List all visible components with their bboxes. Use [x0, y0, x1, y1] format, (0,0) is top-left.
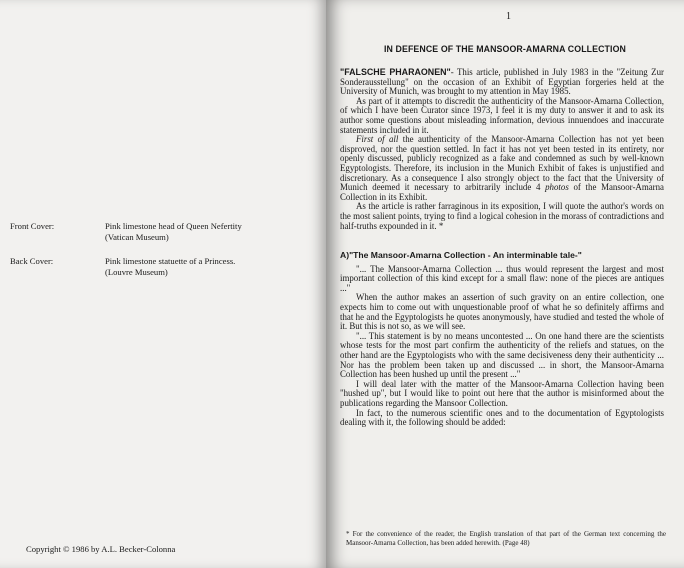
paragraph-2: As part of it attempts to discredit the authenticity of the Mansoor-Amarna Collection, of which I have been Curator since 1973, I feel it is my duty to answer it and to ask its author some questions about misleading information, devious innuendoes and inaccurate statements included in it.	[340, 95, 664, 135]
paragraph-1: "FALSCHE PHARAONEN"- This article, published in July 1983 in the "Zeitung Zur Sonderausstellung" on the occasion of an Exhibit of Egyptian forgeries held at the University of Munich, was brought to my attention in May 1985.	[340, 67, 664, 97]
page-title: IN DEFENCE OF THE MANSOOR-AMARNA COLLECTION	[384, 44, 626, 54]
footnote: * For the convenience of the reader, the English translation of that part of the German text concerning the Mansoor-Amarna Collection, has been added herewith. (Page 48)	[346, 530, 666, 547]
paragraph-4: As the article is rather farraginous in its exposition, I will quote the author's words on the most salient points, trying to find a logical cohesion in the morass of contradictions and half-truths expounded in it. *	[340, 201, 664, 231]
front-cover-label: Front Cover:	[10, 221, 55, 231]
paragraph-5: When the author makes an assertion of such gravity on an entire collection, one expects him to come out with unquestionable proof of what he so definitely affirms and that he and the Egyptologists he quotes anonymously, have studied and tested the whole of it. But this is not so, as we will see.	[340, 292, 664, 332]
left-page	[0, 0, 326, 568]
page-number: 1	[506, 11, 511, 22]
quote-2: "... This statement is by no means uncontested ... On one hand there are the scientists whose tests for the most part confirm the authenticity of the reliefs and statues, on the other hand are the Egyptologists who with the same decisiveness deny their authenticity ... Nor has the problem been taken up and discussed ... in short, the Mansoor-Amarna Collection has been hushed up until the present ..."	[340, 330, 664, 380]
section-heading: A)"The Mansoor-Amarna Collection - An interminable tale-"	[340, 250, 582, 261]
paragraph-3: First of all the authenticity of the Mansoor-Amarna Collection has not yet been disproved, nor the question settled. In fact it has not yet been tested in its entirety, nor openly discussed, publicly recognized as a fake and condemned as such by well-known Egyptologists. Therefore, its inclusion in the Munich Exhibit of fakes is unjustified and discretionary. As a consequence I also strongly object to the fact that the University of Munich deemed it necessary to arbitrarily include 4 photos of the Mansoor-Amarna Collection in its Exhibit.	[340, 134, 665, 202]
back-cover-value: Pink limestone statuette of a Princess.(Louvre Museum)	[105, 256, 236, 277]
front-cover-value: Pink limestone head of Queen Nefertity (Vatican Museum)	[105, 221, 242, 242]
back-cover-credit	[10, 256, 310, 280]
back-cover-label: Back Cover:	[10, 256, 54, 266]
paragraph-6: I will deal later with the matter of the Mansoor-Amarna Collection having been "hushed up", but I would like to point out here that the author is misinformed about the publications regarding the Mansoor Collection.	[340, 378, 664, 408]
front-cover-credit	[10, 221, 310, 245]
article-body	[340, 68, 664, 428]
article-lead-title: "FALSCHE PHARAONEN"	[340, 67, 451, 77]
copyright-line: Copyright © 1986 by A.L. Becker-Colonna	[26, 544, 176, 554]
right-page	[326, 0, 684, 568]
paragraph-7: In fact, to the numerous scientific ones and to the documentation of Egyptologists dealing with it, the following should be added:	[340, 407, 664, 428]
quote-1: "... The Mansoor-Amarna Collection ... thus would represent the largest and most important collection of this kind except for a small flaw: none of the pieces are antiques ..."	[340, 263, 664, 293]
